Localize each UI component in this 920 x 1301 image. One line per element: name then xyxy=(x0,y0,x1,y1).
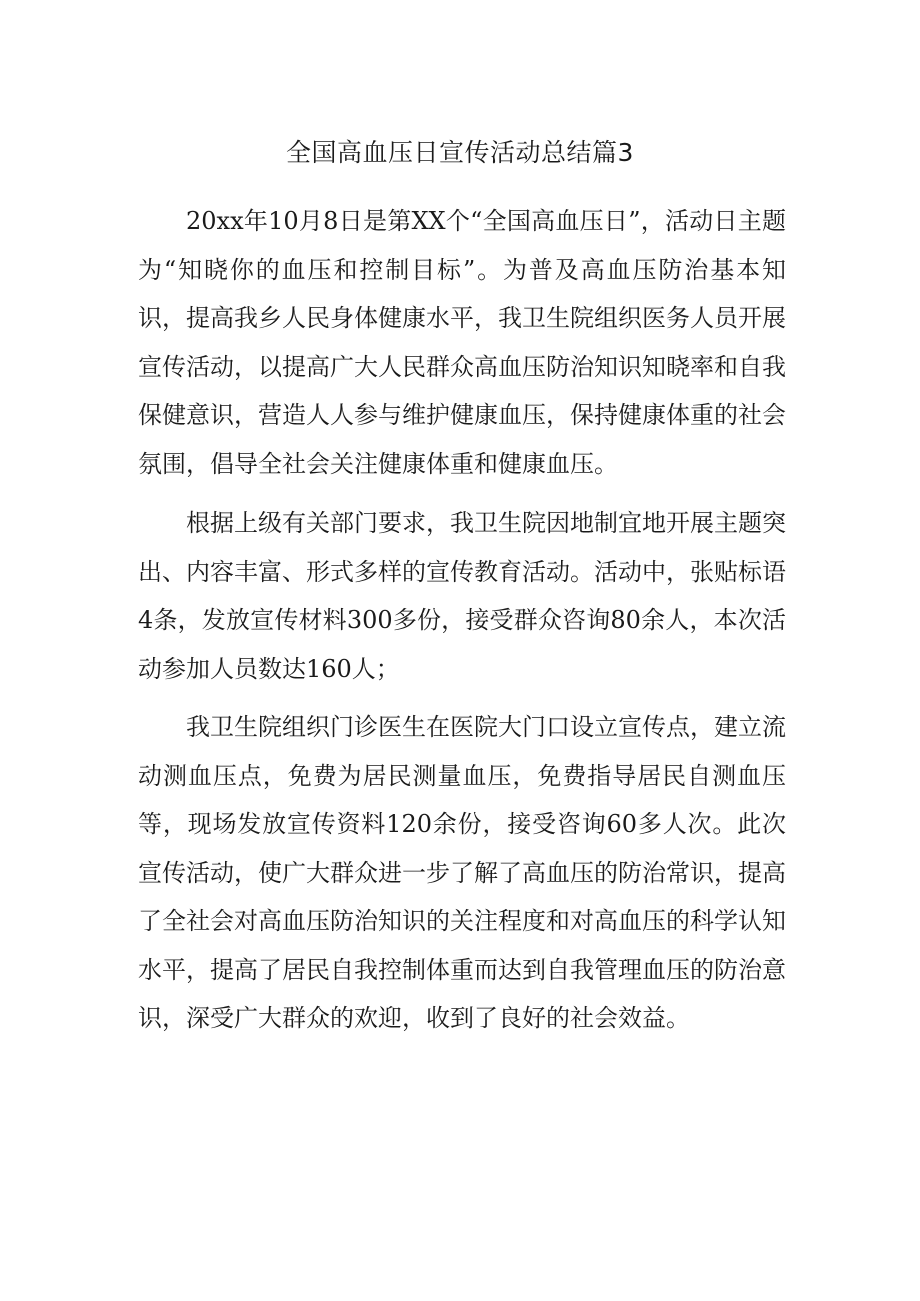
document-title: 全国高血压日宣传活动总结篇3 xyxy=(286,138,634,167)
paragraph-3: 我卫生院组织门诊医生在医院大门口设立宣传点，建立流动测血压点，免费为居民测量血压，免费指导居民自测血压等，现场发放宣传资料120余份，接受咨询60多人次。此次宣传活动，使广大群众进一步了解了高血压的防治常识，提高了全社会对高血压防治知识的关注程度和对高血压的科学认知水平，提高了居民自我控制体重而达到自我管理血压的防治意识，深受广大群众的欢迎，收到了良好的社会效益。 xyxy=(138,713,786,1032)
paragraph-2: 根据上级有关部门要求，我卫生院因地制宜地开展主题突出、内容丰富、形式多样的宣传教育活动。活动中，张贴标语4条，发放宣传材料300多份，接受群众咨询80余人，本次活动参加人员数达160人； xyxy=(138,509,786,683)
paragraph-1: 20xx年10月8日是第XX个“全国高血压日”，活动日主题为“知晓你的血压和控制目标”。为普及高血压防治基本知识，提高我乡人民身体健康水平，我卫生院组织医务人员开展宣传活动，以提高广大人民群众高血压防治知识知晓率和自我保健意识，营造人人参与维护健康血压，保持健康体重的社会氛围，倡导全社会关注健康体重和健康血压。 xyxy=(138,207,786,478)
